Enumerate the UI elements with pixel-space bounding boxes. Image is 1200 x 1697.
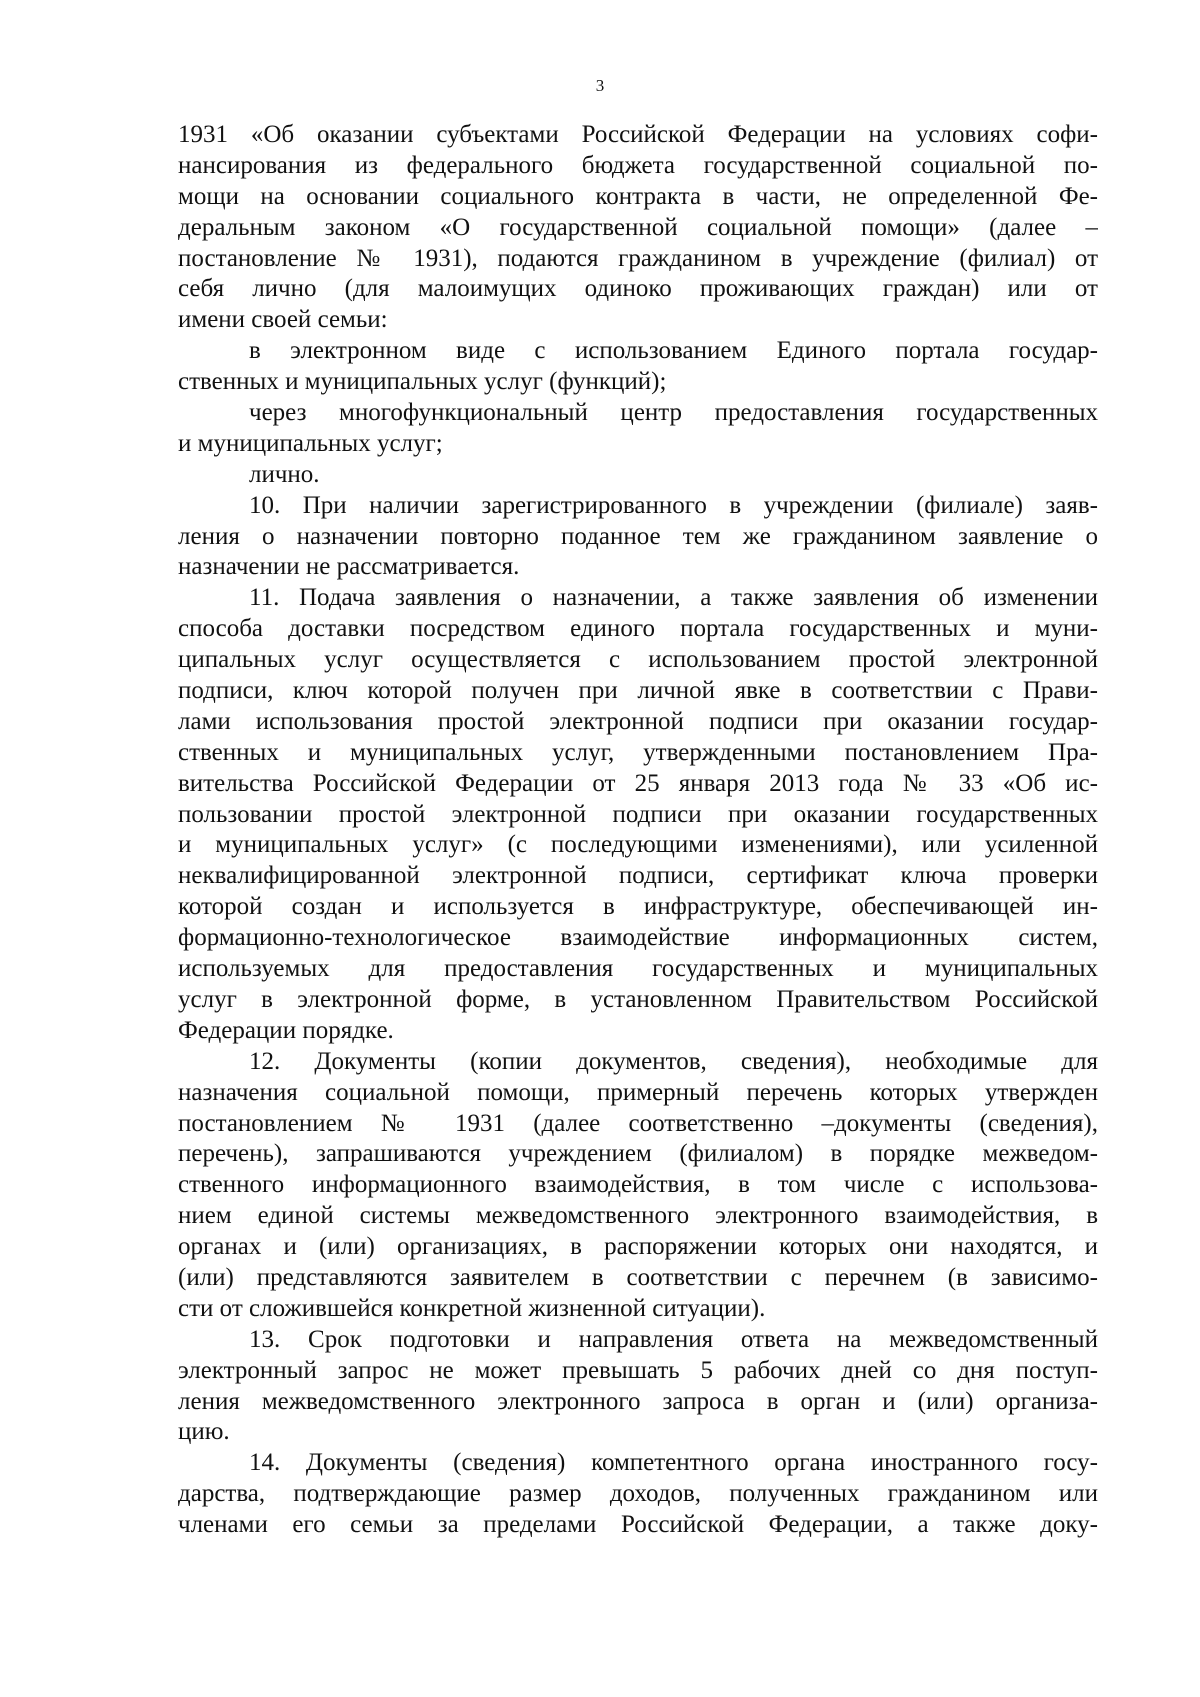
text-line: Федерации порядке.	[178, 1016, 394, 1044]
text-line: 10. При наличии зарегистрированного в учреждении (филиале) заяв-	[249, 491, 1098, 519]
text-line: 1931 «Об оказании субъектами Российской Федерации на условиях софи-	[178, 121, 1098, 148]
text-line: назначения социальной помощи, примерный перечень которых утвержден	[178, 1078, 1098, 1106]
text-line: электронный запрос не может превышать 5 рабочих дней со дня поступ-	[178, 1356, 1098, 1384]
text-line: способа доставки посредством единого портала государственных и муни-	[178, 615, 1098, 643]
body-text	[178, 120, 1098, 1541]
text-line: используемых для предоставления государственных и муниципальных	[178, 955, 1098, 983]
text-line: нансирования из федерального бюджета государственной социальной по-	[178, 151, 1098, 179]
text-line: мощи на основании социального контракта в части, не определенной Фе-	[178, 182, 1098, 210]
text-line: ственных и муниципальных услуг (функций);	[178, 368, 667, 396]
text-line: членами его семьи за пределами Российской Федерации, а также доку-	[178, 1511, 1098, 1539]
text-line: нием единой системы межведомственного электронного взаимодействия, в	[178, 1202, 1098, 1230]
text-line: 13. Срок подготовки и направления ответа на межведомственный	[249, 1325, 1098, 1353]
text-line: себя лично (для малоимущих одиноко проживающих граждан) или от	[178, 275, 1098, 303]
text-line: ственных и муниципальных услуг, утвержденными постановлением Пра-	[178, 738, 1098, 766]
text-line: перечень), запрашиваются учреждением (филиалом) в порядке межведом-	[178, 1140, 1098, 1168]
text-line: ления о назначении повторно поданное тем же гражданином заявление о	[178, 522, 1098, 550]
text-line: ления межведомственного электронного запроса в орган и (или) организа-	[178, 1387, 1098, 1415]
text-line: назначении не рассматривается.	[178, 553, 520, 581]
text-line: и муниципальных услуг» (с последующими изменениями), или усиленной	[178, 831, 1098, 859]
text-line: неквалифицированной электронной подписи, сертификат ключа проверки	[178, 862, 1098, 890]
text-line: постановлением № 1931 (далее соответственно –документы (сведения),	[178, 1109, 1098, 1137]
text-line: в электронном виде с использованием Единого портала государ-	[249, 337, 1098, 365]
text-line: (или) представляются заявителем в соответствии с перечнем (в зависимо-	[178, 1263, 1098, 1291]
text-line: органах и (или) организациях, в распоряжении которых они находятся, и	[178, 1233, 1098, 1261]
text-line: пользовании простой электронной подписи при оказании государственных	[178, 800, 1098, 828]
text-line: формационно-технологическое взаимодействие информационных систем,	[178, 924, 1098, 952]
text-line: постановление № 1931), подаются гражданином в учреждение (филиал) от	[178, 244, 1098, 272]
text-line: сти от сложившейся конкретной жизненной ситуации).	[178, 1294, 766, 1322]
text-line: лично.	[249, 460, 320, 488]
text-line: 12. Документы (копии документов, сведения), необходимые для	[249, 1047, 1098, 1075]
text-line: 14. Документы (сведения) компетентного органа иностранного госу-	[249, 1449, 1098, 1477]
text-line: имени своей семьи:	[178, 306, 388, 334]
text-line: и муниципальных услуг;	[178, 429, 443, 457]
text-line: дарства, подтверждающие размер доходов, полученных гражданином или	[178, 1480, 1098, 1508]
text-line: 11. Подача заявления о назначении, а также заявления об изменении	[249, 584, 1098, 612]
text-line: лами использования простой электронной подписи при оказании государ-	[178, 707, 1098, 735]
text-line: услуг в электронной форме, в установленном Правительством Российской	[178, 985, 1098, 1013]
text-line: подписи, ключ которой получен при личной явке в соответствии с Прави-	[178, 677, 1098, 705]
text-line: цию.	[178, 1418, 230, 1446]
text-line: которой создан и используется в инфраструктуре, обеспечивающей ин-	[178, 893, 1098, 921]
text-line: ципальных услуг осуществляется с использованием простой электронной	[178, 646, 1098, 674]
text-line: ственного информационного взаимодействия, в том числе с использова-	[178, 1171, 1098, 1199]
text-line: через многофункциональный центр предоставления государственных	[249, 399, 1098, 427]
page-number: 3	[595, 76, 605, 95]
text-line: деральным законом «О государственной социальной помощи» (далее –	[178, 213, 1098, 241]
text-line: вительства Российской Федерации от 25 января 2013 года № 33 «Об ис-	[178, 769, 1098, 797]
